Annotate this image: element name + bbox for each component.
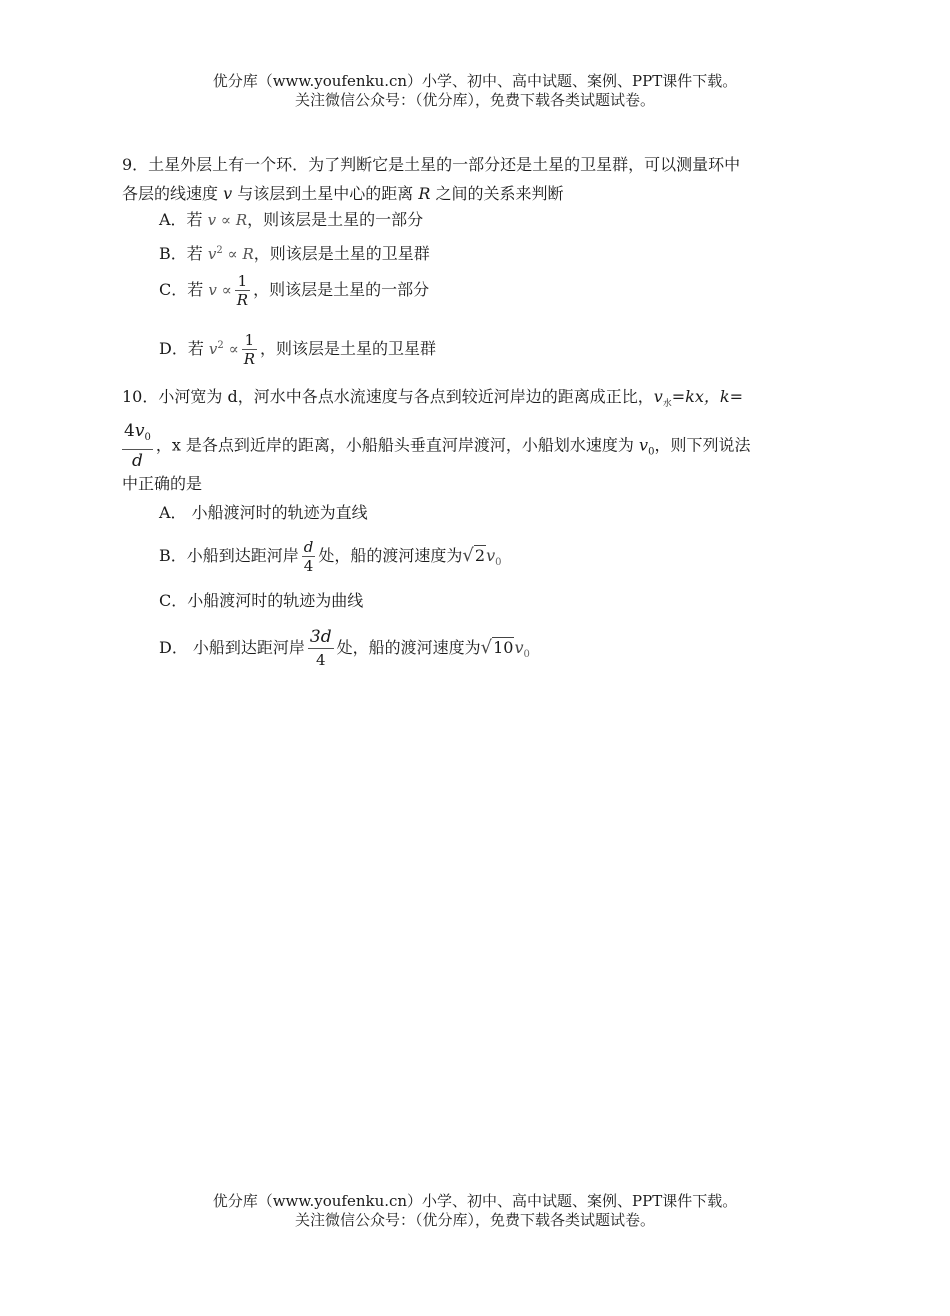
header-banner-line2: 关注微信公众号：（优分库），免费下载各类试题试卷。	[294, 91, 655, 109]
q10-v-water-sub: 水	[662, 399, 672, 409]
q9-option-d-formula	[209, 340, 239, 358]
q10-stem-text2: ，x 是各点到近岸的距离，小船船头垂直河岸渡河，小船划水速度为	[155, 435, 640, 455]
q10-option-d-fraction	[308, 626, 334, 671]
coef: 4	[124, 421, 135, 441]
q9-option-b-label: B．若	[159, 244, 208, 263]
formula-prop: ∝	[220, 211, 232, 229]
q9-option-c-formula	[208, 281, 231, 299]
q10-stem-line2	[122, 420, 750, 472]
q10-stem-text1: 10．小河宽为 d，河水中各点水流速度与各点到较近河岸边的距离成正比，	[122, 387, 654, 406]
q10-option-d	[159, 626, 530, 671]
q10-stem-text4: 中正确的是	[122, 474, 203, 493]
q10-option-a	[159, 502, 368, 524]
q10-option-b-label: B．小船到达距河岸	[159, 546, 299, 565]
q10-option-a-text: A． 小船渡河时的轨迹为直线	[159, 503, 368, 522]
formula-prop: ∝	[227, 245, 238, 263]
q10-option-d-label: D． 小船到达距河岸	[159, 638, 305, 657]
formula-v: v	[208, 340, 218, 358]
q10-option-b-v: v	[486, 546, 496, 565]
formula-prop: ∝	[228, 340, 239, 358]
fraction-denominator: 4	[302, 556, 316, 575]
q10-option-b-tail: 处，船的渡河速度为	[318, 546, 463, 565]
q10-eq: =kx，	[671, 387, 720, 406]
formula-sq: 2	[217, 340, 224, 351]
q9-option-a-formula	[208, 211, 248, 229]
header-banner-line1: 优分库（www.youfenku.cn）小学、初中、高中试题、案例、PPT课件下载。	[212, 72, 738, 90]
formula-v: v	[208, 281, 217, 299]
fraction-denominator: R	[236, 291, 249, 309]
footer-banner	[0, 1192, 950, 1230]
fraction-denominator: 4	[308, 648, 334, 671]
formula-R: R	[242, 245, 254, 263]
q9-stem-text2: 各层的线速度	[122, 184, 224, 203]
footer-banner-line1: 优分库（www.youfenku.cn）小学、初中、高中试题、案例、PPT课件下载。	[212, 1192, 738, 1210]
q10-option-c-text: C．小船渡河时的轨迹为曲线	[159, 591, 364, 610]
q10-option-d-v: v	[514, 638, 524, 657]
fraction-numerator: 1	[244, 331, 255, 349]
q10-option-c	[159, 590, 363, 612]
var-v: v	[134, 421, 145, 441]
q9-option-a	[159, 209, 423, 231]
sqrt-radicand: 10	[493, 638, 514, 657]
q10-option-b-v-sub: 0	[495, 557, 502, 568]
sub-0: 0	[144, 432, 151, 443]
q10-stem-text3: ，则下列说法	[654, 435, 751, 455]
q9-stem-line1	[122, 154, 740, 176]
fraction-denominator: R	[243, 350, 256, 368]
q10-stem-line1	[122, 386, 743, 415]
q10-v0: v	[639, 435, 649, 455]
fraction-numerator: d	[303, 538, 314, 556]
q9-option-d-tail: ，则该层是土星的卫星群	[260, 339, 437, 358]
q10-option-d-v-sub: 0	[523, 649, 530, 660]
q9-option-c	[159, 272, 429, 309]
fraction-denominator: d	[122, 449, 153, 472]
q10-v-water: v	[653, 387, 663, 406]
q10-stem-line3	[122, 473, 202, 495]
q10-option-d-sqrt: √10	[480, 637, 514, 658]
q9-option-c-tail: ，则该层是土星的一部分	[253, 280, 430, 299]
q9-option-b-formula	[208, 245, 254, 263]
q10-v0-sub: 0	[648, 446, 655, 458]
formula-R: R	[235, 211, 248, 229]
q9-var-v: v	[223, 184, 233, 203]
q9-option-d-label: D．若	[159, 339, 209, 358]
formula-prop: ∝	[221, 281, 232, 299]
footer-banner-line2: 关注微信公众号：（优分库），免费下载各类试题试卷。	[294, 1211, 655, 1229]
q9-option-b	[159, 240, 430, 265]
q9-option-c-label: C．若	[159, 280, 209, 299]
q9-option-d-fraction	[242, 331, 257, 368]
q9-option-c-fraction	[235, 272, 250, 309]
q9-stem-text3: 与该层到土星中心的距离	[232, 184, 419, 203]
q9-option-a-label: A．若	[159, 210, 208, 229]
q9-option-a-tail: ，则该层是土星的一部分	[247, 210, 424, 229]
q10-option-d-tail: 处，船的渡河速度为	[336, 638, 481, 657]
fraction-numerator: 3d	[309, 627, 332, 647]
q9-stem-text4: 之间的关系来判断	[430, 184, 564, 203]
fraction-numerator: 1	[237, 272, 248, 290]
q10-k-eq: k=	[719, 387, 744, 406]
formula-v: v	[207, 211, 217, 229]
q9-var-R: R	[418, 184, 431, 203]
q9-option-b-tail: ，则该层是土星的卫星群	[253, 244, 430, 263]
formula-sq: 2	[216, 245, 223, 256]
sqrt-radicand: 2	[474, 546, 486, 565]
q10-option-b-sqrt: √2	[462, 545, 486, 566]
fraction-numerator	[122, 420, 153, 449]
q9-option-d	[159, 331, 436, 368]
q10-option-b	[159, 538, 501, 575]
formula-v: v	[207, 245, 217, 263]
q9-stem-line2	[122, 183, 563, 205]
q10-k-fraction	[122, 420, 153, 472]
q9-stem-text1: 9．土星外层上有一个环．为了判断它是土星的一部分还是土星的卫星群，可以测量环中	[122, 155, 741, 174]
q10-option-b-fraction	[302, 538, 316, 575]
header-banner	[0, 72, 950, 110]
